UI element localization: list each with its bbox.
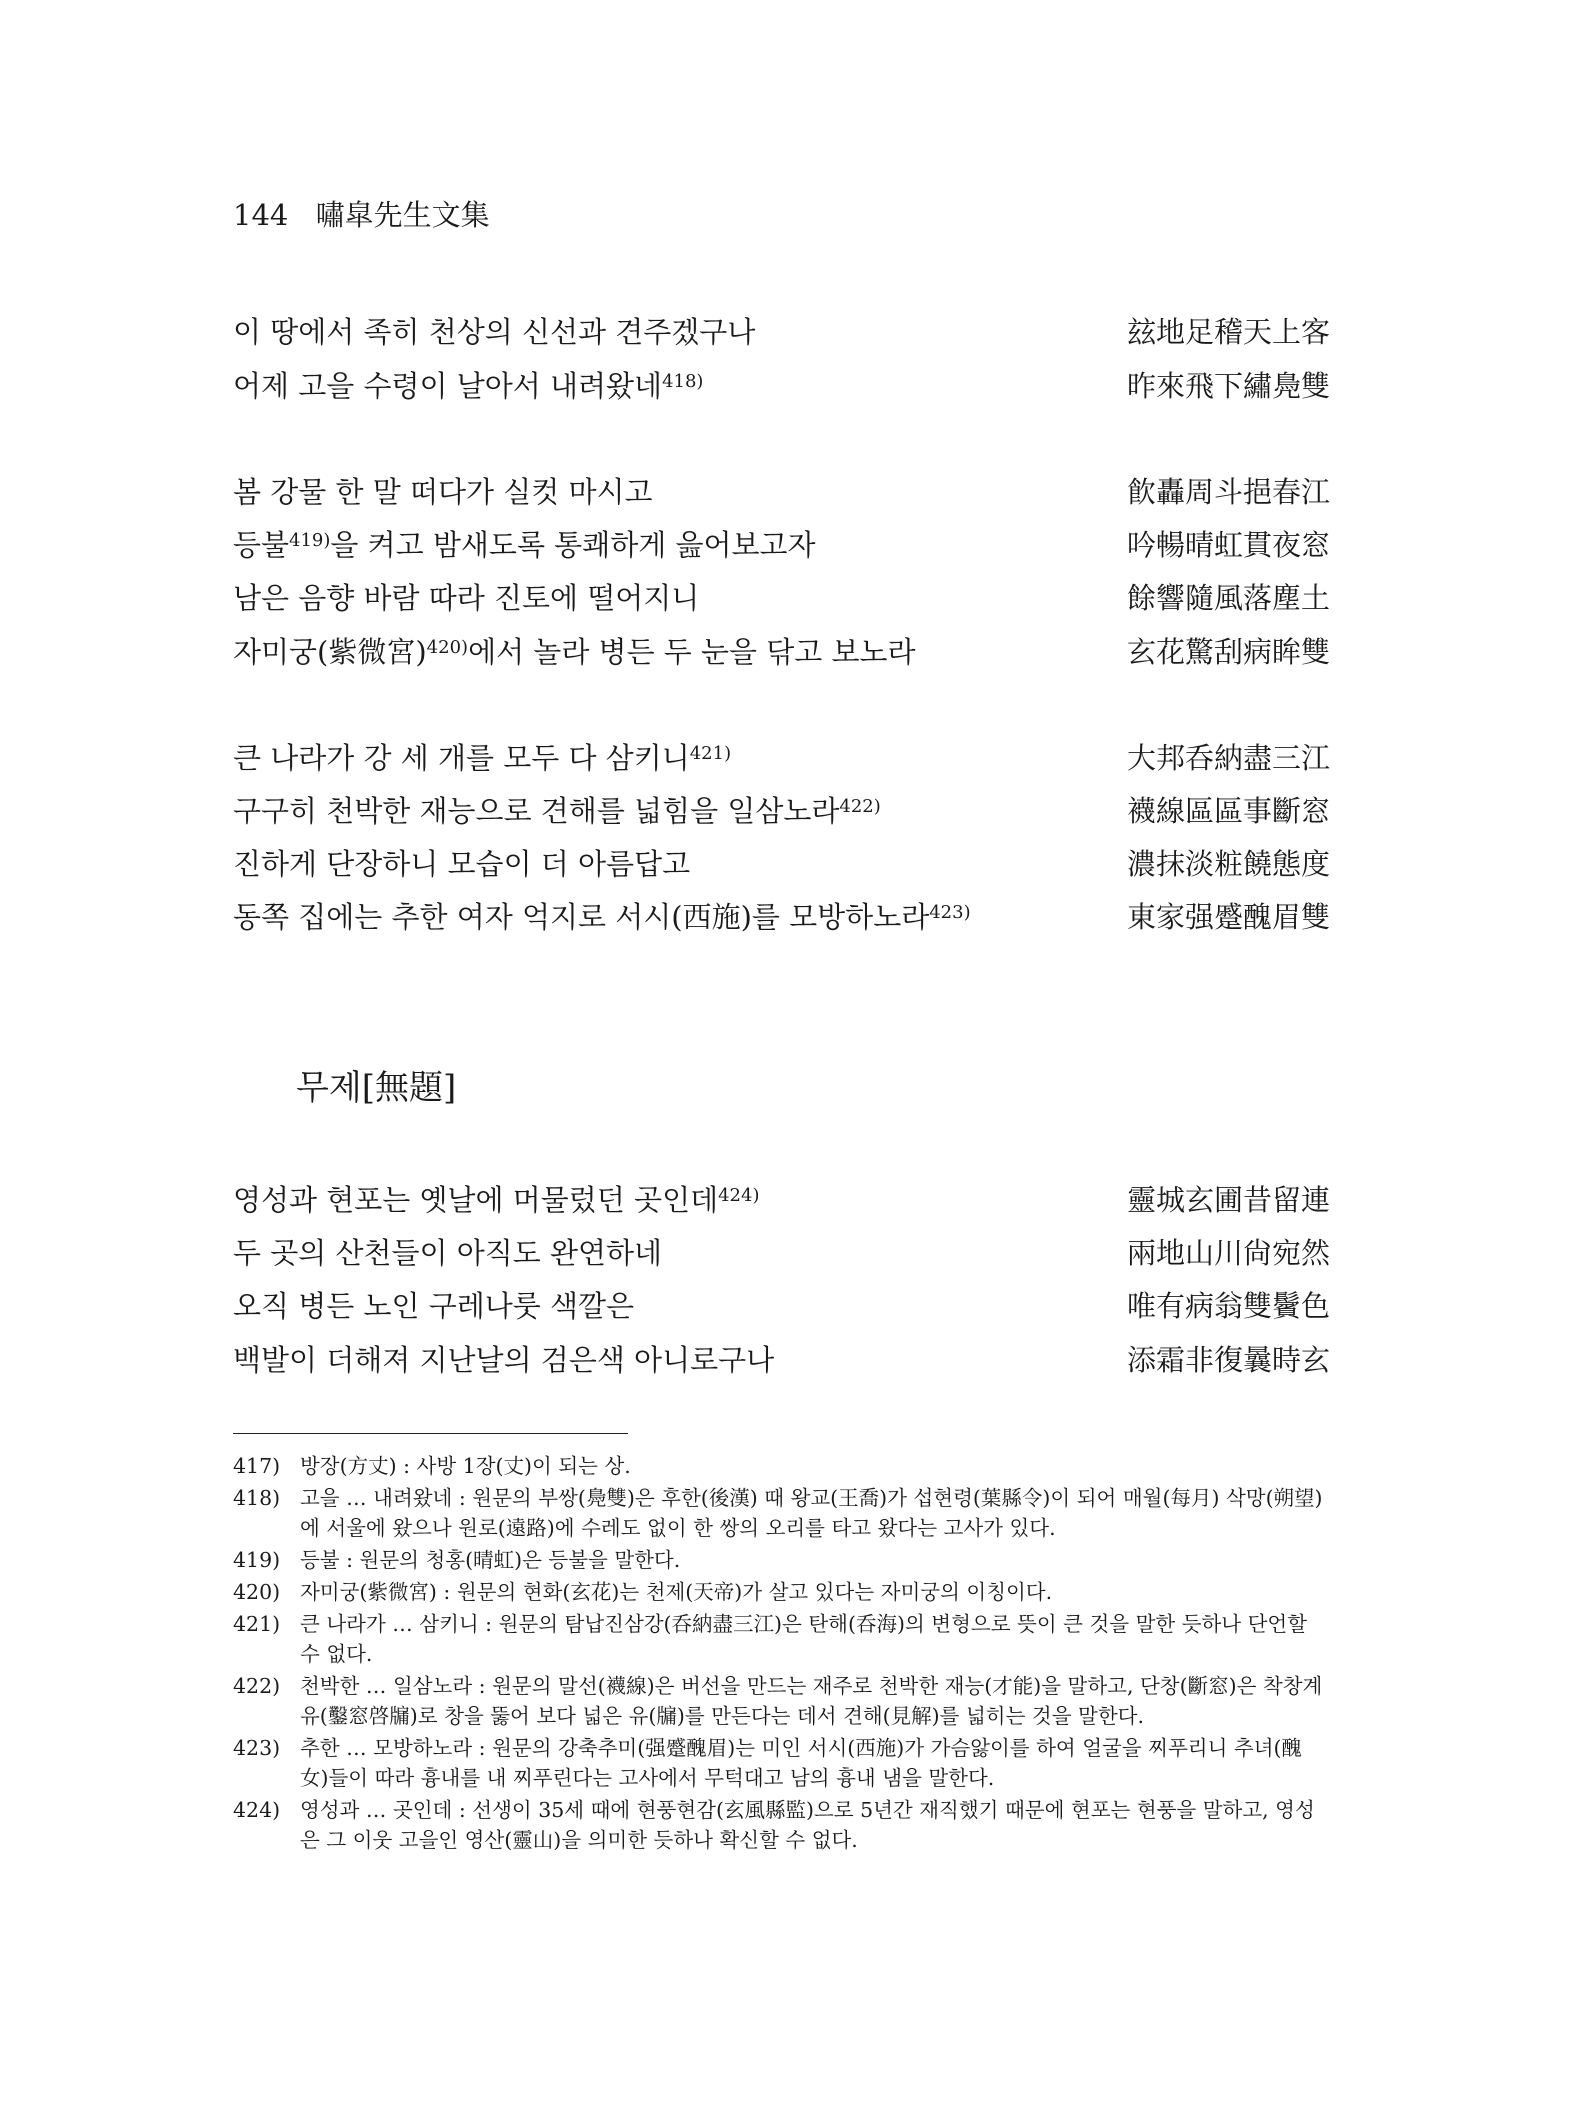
- footnote-number: 421): [233, 1612, 281, 1636]
- footnote-ref: 419): [289, 530, 331, 551]
- poem-line: [233, 842, 1330, 882]
- running-header: [233, 193, 490, 234]
- hanja-verse: 玄花驚刮病眸雙: [1126, 635, 1330, 669]
- poem-line: [233, 736, 1330, 776]
- footnote: [233, 1733, 1330, 1793]
- korean-verse: 이 땅에서 족히 천상의 신선과 견주겠구나: [233, 315, 756, 349]
- footnote: [233, 1483, 1330, 1543]
- poem-line: [233, 630, 1330, 670]
- hanja-verse: 唯有病翁雙鬢色: [1126, 1289, 1330, 1323]
- korean-verse: 오직 병든 노인 구레나룻 색깔은: [233, 1289, 635, 1323]
- footnotes: [233, 1451, 1330, 1857]
- hanja-verse: 靈城玄圃昔留連: [1126, 1183, 1330, 1217]
- poem-title: 무제[無題]: [296, 1068, 457, 1108]
- hanja-verse: 添霜非復曩時玄: [1126, 1343, 1330, 1377]
- poem-line: [233, 364, 1330, 404]
- hanja-verse: 飮轟周斗挹春江: [1126, 475, 1330, 509]
- korean-verse: 진하게 단장하니 모습이 더 아름답고: [233, 847, 691, 881]
- hanja-verse: 餘響隨風落塵土: [1126, 581, 1330, 615]
- korean-verse: 남은 음향 바람 따라 진토에 떨어지니: [233, 581, 700, 615]
- footnote: [233, 1577, 1330, 1607]
- footnote: [233, 1451, 1330, 1481]
- hanja-verse: 兩地山川尙宛然: [1126, 1236, 1330, 1270]
- footnote-text: 자미궁(紫微宮) : 원문의 현화(玄花)는 천제(天帝)가 살고 있다는 자미궁의 이칭이다.: [300, 1580, 1053, 1604]
- footnote-divider: [233, 1433, 628, 1434]
- footnote-number: 422): [233, 1674, 281, 1698]
- korean-verse: 영성과 현포는 옛날에 머물렀던 곳인데$^{424)}$: [233, 1183, 760, 1217]
- korean-verse: 구구히 천박한 재능으로 견해를 넓힘을 일삼노라$^{422)}$: [233, 794, 881, 828]
- footnote-ref: 418): [662, 371, 704, 392]
- footnote-text: 추한 … 모방하노라 : 원문의 강축추미(强蹙醜眉)는 미인 서시(西施)가 가슴앓이를 하여 얼굴을 찌푸리니 추녀(醜女)들이 따라 흉내를 내 찌푸린다는 고사에서 무턱대고 남의 흉내 냄을 말한다.: [300, 1736, 1302, 1790]
- hanja-verse: 濃抹淡粧饒態度: [1126, 847, 1330, 881]
- footnote-ref: 424): [718, 1185, 760, 1206]
- footnote-number: 417): [233, 1454, 281, 1478]
- poem-line: [233, 1338, 1330, 1378]
- hanja-verse: 大邦呑納盡三江: [1126, 741, 1330, 775]
- footnote-number: 419): [233, 1548, 281, 1572]
- poem-line: [233, 523, 1330, 563]
- footnote-text: 등불 : 원문의 청홍(晴虹)은 등불을 말한다.: [300, 1548, 681, 1572]
- korean-verse: 두 곳의 산천들이 아직도 완연하네: [233, 1236, 663, 1270]
- footnote: [233, 1671, 1330, 1731]
- poem-line: [233, 789, 1330, 829]
- footnote-text: 방장(方丈) : 사방 1장(丈)이 되는 상.: [300, 1454, 631, 1478]
- footnote-number: 424): [233, 1798, 281, 1822]
- poem-line: [233, 1178, 1330, 1218]
- footnote-text: 천박한 … 일삼노라 : 원문의 말선(襪線)은 버선을 만드는 재주로 천박한 재능(才能)을 말하고, 단창(斷窓)은 착창계유(鑿窓啓牖)로 창을 뚫어 보다 넓은 유(牖)를 만든다는 데서 견해(見解)를 넓히는 것을 말한다.: [300, 1674, 1323, 1728]
- hanja-verse: 吟暢晴虹貫夜窓: [1126, 528, 1330, 562]
- poem-line: [233, 310, 1330, 350]
- footnote: [233, 1795, 1330, 1855]
- footnote: [233, 1545, 1330, 1575]
- footnote-number: 418): [233, 1486, 281, 1510]
- korean-verse: 어제 고을 수령이 날아서 내려왔네$^{418)}$: [233, 369, 704, 403]
- poem-line: [233, 470, 1330, 510]
- footnote-text: 영성과 … 곳인데 : 선생이 35세 때에 현풍현감(玄風縣監)으로 5년간 재직했기 때문에 현포는 현풍을 말하고, 영성은 그 이웃 고을인 영산(靈山)을 의미한 듯하나 확신할 수 없다.: [300, 1798, 1315, 1852]
- footnote-number: 423): [233, 1736, 281, 1760]
- hanja-verse: 玆地足稽天上客: [1126, 315, 1330, 349]
- footnote-ref: 423): [929, 902, 971, 923]
- korean-verse: 큰 나라가 강 세 개를 모두 다 삼키니$^{421)}$: [233, 741, 732, 775]
- page-number: 144: [233, 198, 289, 232]
- footnote-ref: 420): [426, 637, 469, 658]
- poem-line: [233, 895, 1330, 935]
- footnote-text: 큰 나라가 … 삼키니 : 원문의 탐납진삼강(呑納盡三江)은 탄해(呑海)의 변형으로 뜻이 큰 것을 말한 듯하나 단언할 수 없다.: [300, 1612, 1308, 1666]
- hanja-verse: 東家强蹙醜眉雙: [1126, 900, 1330, 934]
- poem-line: [233, 576, 1330, 616]
- hanja-verse: 昨來飛下繡鳧雙: [1126, 369, 1330, 403]
- korean-verse: 자미궁(紫微宮)$^{420)}$에서 놀라 병든 두 눈을 닦고 보노라: [233, 635, 916, 669]
- footnote-ref: 421): [689, 743, 732, 764]
- korean-verse: 동쪽 집에는 추한 여자 억지로 서시(西施)를 모방하노라$^{423)}$: [233, 900, 971, 934]
- poem-line: [233, 1284, 1330, 1324]
- footnote: [233, 1609, 1330, 1669]
- footnote-text: 고을 … 내려왔네 : 원문의 부쌍(鳧雙)은 후한(後漢) 때 왕교(王喬)가 섭현령(葉縣令)이 되어 매월(每月) 삭망(朔望)에 서울에 왔으나 원로(遠路)에 수레도 없이 한 쌍의 오리를 타고 왔다는 고사가 있다.: [300, 1486, 1323, 1540]
- hanja-verse: 襪線區區事斷窓: [1126, 794, 1330, 828]
- footnote-number: 420): [233, 1580, 281, 1604]
- korean-verse: 봄 강물 한 말 떠다가 실컷 마시고: [233, 475, 653, 509]
- book-title: 嘯皐先生文集: [315, 198, 490, 232]
- footnote-ref: 422): [839, 796, 881, 817]
- poem-line: [233, 1231, 1330, 1271]
- korean-verse: 백발이 더해져 지난날의 검은색 아니로구나: [233, 1343, 775, 1377]
- korean-verse: 등불$^{419)}$을 켜고 밤새도록 통쾌하게 읊어보고자: [233, 528, 816, 562]
